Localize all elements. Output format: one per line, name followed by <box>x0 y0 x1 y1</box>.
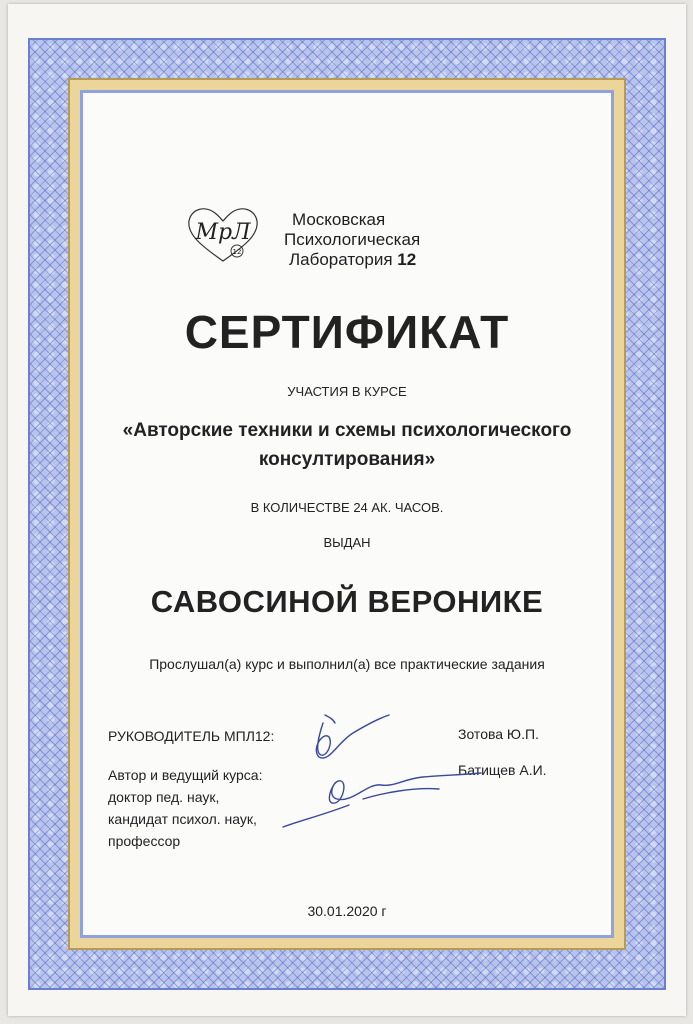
logo-number: 12 <box>232 248 242 256</box>
certificate-paper <box>8 4 686 1016</box>
mpl12-heart-logo-icon <box>183 203 263 265</box>
org-line-3-number: 12 <box>397 250 417 269</box>
author-line-2: доктор пед. наук, <box>108 789 220 805</box>
org-line-1: Московская <box>292 210 386 229</box>
author-credentials <box>108 764 262 852</box>
course-hours: В КОЛИЧЕСТВЕ 24 АК. ЧАСОВ. <box>250 500 444 515</box>
logo-monogram: МрЛ <box>195 220 251 245</box>
course-name <box>83 416 611 474</box>
head-label: РУКОВОДИТЕЛЬ МПЛ12: <box>108 728 275 744</box>
certificate-title: СЕРТИФИКАТ <box>184 306 510 358</box>
recipient-name: САВОСИНОЙ ВЕРОНИКЕ <box>150 584 544 619</box>
handwritten-signatures <box>263 713 523 833</box>
organization-name <box>278 210 420 270</box>
org-line-3-word: Лаборатория <box>289 250 393 269</box>
issue-date: 30.01.2020 г <box>307 903 387 919</box>
author-line-1: Автор и ведущий курса: <box>108 767 263 783</box>
author-name: Батищев А.И. <box>458 762 547 778</box>
course-name-line-2: консултирования» <box>258 449 436 470</box>
issued-label: ВЫДАН <box>323 535 371 550</box>
participation-subtitle: УЧАСТИЯ В КУРСЕ <box>287 384 407 399</box>
org-line-3 <box>278 250 420 270</box>
certificate-body <box>83 93 611 935</box>
course-name-line-1: «Авторские техники и схемы психологического <box>122 420 572 441</box>
org-line-2: Психологическая <box>284 230 421 249</box>
head-name: Зотова Ю.П. <box>458 726 539 742</box>
author-line-4: профессор <box>108 833 181 849</box>
completion-statement: Прослушал(а) курс и выполнил(а) все практические задания <box>149 656 545 672</box>
author-line-3: кандидат психол. наук, <box>108 811 257 827</box>
